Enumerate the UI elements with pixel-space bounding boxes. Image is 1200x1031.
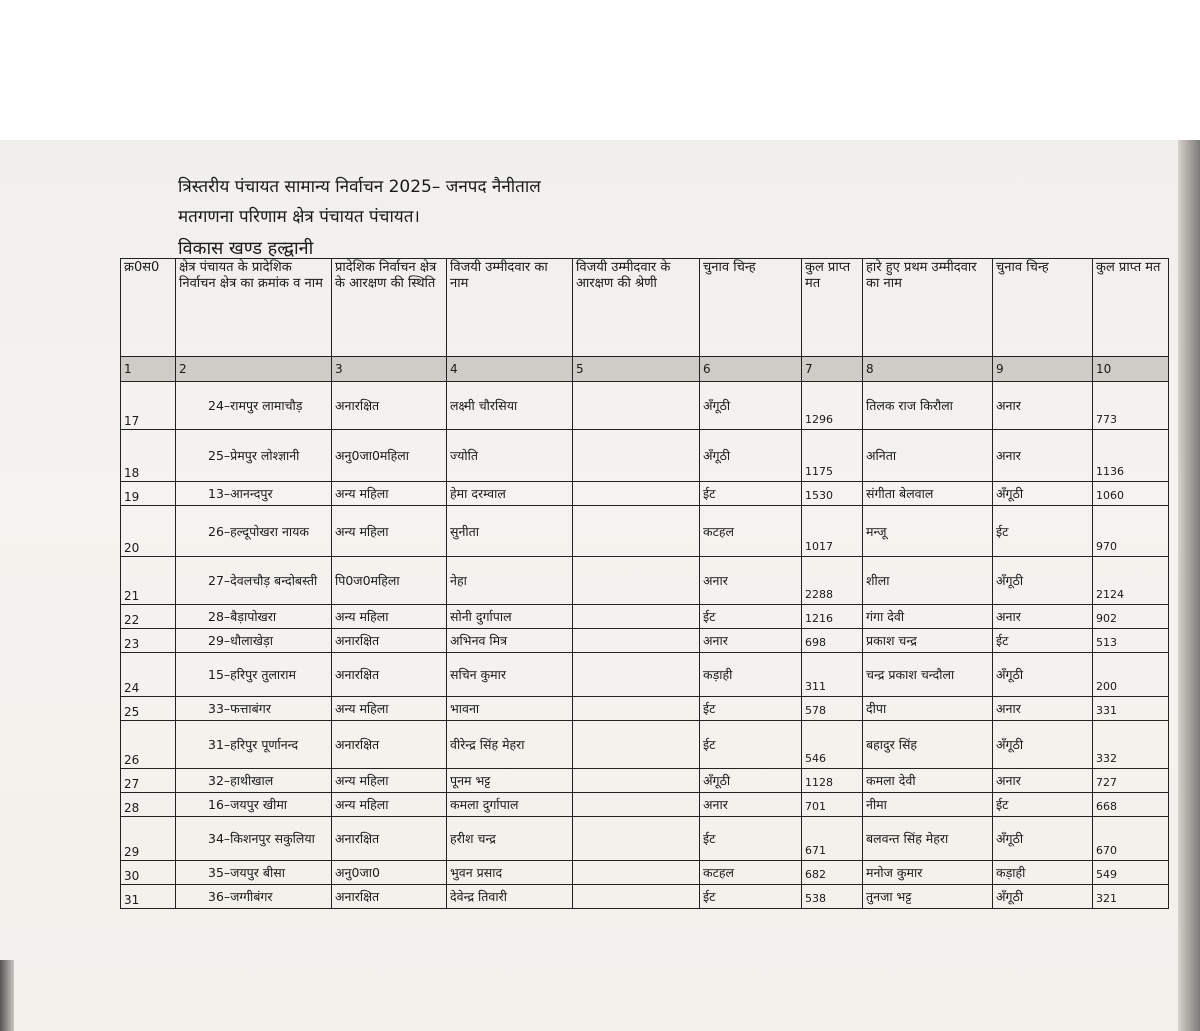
runner-up-cell: तिलक राज किरौला [863,382,993,430]
category-cell [573,793,700,817]
runner-up-symbol-cell: अनार [993,769,1093,793]
runner-up-symbol-cell: अँगूठी [993,817,1093,861]
symbol-cell: ईट [700,697,802,721]
runner-up-cell: कमला देवी [863,769,993,793]
results-table [120,258,1169,909]
symbol-cell: अनार [700,629,802,653]
winner-cell: सुनीता [447,506,573,557]
header-cell: हारे हुए प्रथम उम्मीदवार का नाम [863,259,993,357]
area-cell: 26–हल्दूपोखरा नायक [176,506,332,557]
runner-up-votes-cell: 200 [1093,653,1169,697]
header-cell: चुनाव चिन्ह [993,259,1093,357]
votes-cell: 1216 [802,605,863,629]
reservation-cell: अनारक्षित [332,629,447,653]
area-cell: 33–फत्ताबंगर [176,697,332,721]
runner-up-votes-cell: 321 [1093,885,1169,909]
table-row [121,653,1169,697]
reservation-cell: अनारक्षित [332,817,447,861]
runner-up-cell: मन्जू [863,506,993,557]
symbol-cell: अँगूठी [700,769,802,793]
runner-up-symbol-cell: अनार [993,697,1093,721]
category-cell [573,557,700,605]
runner-up-symbol-cell: अँगूठी [993,653,1093,697]
votes-cell: 701 [802,793,863,817]
reservation-cell: अन्य महिला [332,697,447,721]
table-row [121,793,1169,817]
winner-cell: हेमा दरम्वाल [447,482,573,506]
category-cell [573,817,700,861]
runner-up-votes-cell: 902 [1093,605,1169,629]
runner-up-cell: बलवन्त सिंह मेहरा [863,817,993,861]
runner-up-votes-cell: 970 [1093,506,1169,557]
header-cell: प्रादेशिक निर्वाचन क्षेत्र के आरक्षण की स्थिति [332,259,447,357]
reservation-cell: अन्य महिला [332,506,447,557]
serial-cell: 25 [121,697,176,721]
reservation-cell: अन्य महिला [332,482,447,506]
area-cell: 25–प्रेमपुर लोश्ज्ञानी [176,430,332,482]
votes-cell: 1175 [802,430,863,482]
symbol-cell: अँगूठी [700,430,802,482]
serial-cell: 29 [121,817,176,861]
area-cell: 34–किशनपुर सकुलिया [176,817,332,861]
area-cell: 31–हरिपुर पूर्णानन्द [176,721,332,769]
symbol-cell: अनार [700,557,802,605]
index-cell: 5 [573,357,700,382]
runner-up-votes-cell: 1060 [1093,482,1169,506]
area-cell: 13–आनन्दपुर [176,482,332,506]
runner-up-votes-cell: 727 [1093,769,1169,793]
reservation-cell: अनारक्षित [332,885,447,909]
winner-cell: सचिन कुमार [447,653,573,697]
index-cell: 4 [447,357,573,382]
runner-up-cell: अनिता [863,430,993,482]
runner-up-symbol-cell: ईट [993,629,1093,653]
symbol-cell: अँगूठी [700,382,802,430]
header-cell: क्षेत्र पंचायत के प्रादेशिक निर्वाचन क्षेत्र का क्रमांक व नाम [176,259,332,357]
votes-cell: 578 [802,697,863,721]
runner-up-symbol-cell: अनार [993,382,1093,430]
area-cell: 35–जयपुर बीसा [176,861,332,885]
runner-up-cell: संगीता बेलवाल [863,482,993,506]
category-cell [573,629,700,653]
table-row [121,557,1169,605]
table-row [121,482,1169,506]
runner-up-cell: शीला [863,557,993,605]
category-cell [573,482,700,506]
runner-up-symbol-cell: अनार [993,605,1093,629]
category-cell [573,382,700,430]
table-row [121,605,1169,629]
category-cell [573,605,700,629]
votes-cell: 698 [802,629,863,653]
header-cell: विजयी उम्मीदवार के आरक्षण की श्रेणी [573,259,700,357]
runner-up-symbol-cell: अँगूठी [993,721,1093,769]
votes-cell: 682 [802,861,863,885]
winner-cell: हरीश चन्द्र [447,817,573,861]
runner-up-cell: प्रकाश चन्द्र [863,629,993,653]
serial-cell: 27 [121,769,176,793]
votes-cell: 2288 [802,557,863,605]
runner-up-symbol-cell: अनार [993,430,1093,482]
runner-up-cell: नीमा [863,793,993,817]
symbol-cell: अनार [700,793,802,817]
table-row [121,697,1169,721]
area-cell: 27–देवलचौड़ बन्दोबस्ती [176,557,332,605]
category-cell [573,653,700,697]
runner-up-symbol-cell: अँगूठी [993,557,1093,605]
header-cell: क्र0स0 [121,259,176,357]
area-cell: 16–जयपुर खीमा [176,793,332,817]
heading-line-2: मतगणना परिणाम क्षेत्र पंचायत पंचायत। [178,207,420,227]
table-row [121,629,1169,653]
reservation-cell: पि0ज0महिला [332,557,447,605]
category-cell [573,430,700,482]
header-cell: चुनाव चिन्ह [700,259,802,357]
votes-cell: 1296 [802,382,863,430]
winner-cell: लक्ष्मी चौरसिया [447,382,573,430]
votes-cell: 1530 [802,482,863,506]
winner-cell: सोनी दुर्गापाल [447,605,573,629]
heading-line-1: त्रिस्तरीय पंचायत सामान्य निर्वाचन 2025– जनपद नैनीताल [178,177,541,197]
serial-cell: 17 [121,382,176,430]
runner-up-cell: तुनजा भट्ट [863,885,993,909]
serial-cell: 31 [121,885,176,909]
category-cell [573,721,700,769]
runner-up-symbol-cell: ईट [993,793,1093,817]
serial-cell: 18 [121,430,176,482]
runner-up-votes-cell: 331 [1093,697,1169,721]
runner-up-symbol-cell: अँगूठी [993,482,1093,506]
winner-cell: भावना [447,697,573,721]
runner-up-votes-cell: 549 [1093,861,1169,885]
reservation-cell: अन्य महिला [332,769,447,793]
category-cell [573,861,700,885]
header-cell: कुल प्राप्त मत [802,259,863,357]
runner-up-symbol-cell: ईट [993,506,1093,557]
runner-up-cell: दीपा [863,697,993,721]
runner-up-cell: चन्द्र प्रकाश चन्दौला [863,653,993,697]
table-row [121,885,1169,909]
serial-cell: 24 [121,653,176,697]
winner-cell: कमला दुर्गापाल [447,793,573,817]
votes-cell: 1128 [802,769,863,793]
runner-up-votes-cell: 2124 [1093,557,1169,605]
winner-cell: अभिनव मित्र [447,629,573,653]
symbol-cell: कड़ाही [700,653,802,697]
index-cell: 9 [993,357,1093,382]
runner-up-symbol-cell: अँगूठी [993,885,1093,909]
winner-cell: भुवन प्रसाद [447,861,573,885]
winner-cell: देवेन्द्र तिवारी [447,885,573,909]
serial-cell: 30 [121,861,176,885]
reservation-cell: अनु0जा0महिला [332,430,447,482]
serial-cell: 28 [121,793,176,817]
heading-line-3: विकास खण्ड हल्द्वानी [178,238,314,259]
serial-cell: 26 [121,721,176,769]
reservation-cell: अनारक्षित [332,721,447,769]
runner-up-cell: गंगा देवी [863,605,993,629]
area-cell: 15–हरिपुर तुलाराम [176,653,332,697]
winner-cell: वीरेन्द्र सिंह मेहरा [447,721,573,769]
index-cell: 3 [332,357,447,382]
table-row [121,382,1169,430]
runner-up-symbol-cell: कड़ाही [993,861,1093,885]
votes-cell: 311 [802,653,863,697]
page-edge-shadow [1178,140,1200,1031]
header-cell: कुल प्राप्त मत [1093,259,1169,357]
category-cell [573,885,700,909]
index-cell: 2 [176,357,332,382]
table-row [121,506,1169,557]
votes-cell: 671 [802,817,863,861]
runner-up-cell: मनोज कुमार [863,861,993,885]
category-cell [573,697,700,721]
serial-cell: 23 [121,629,176,653]
table-row [121,430,1169,482]
votes-cell: 1017 [802,506,863,557]
header-cell: विजयी उम्मीदवार का नाम [447,259,573,357]
runner-up-votes-cell: 668 [1093,793,1169,817]
votes-cell: 546 [802,721,863,769]
winner-cell: पूनम भट्ट [447,769,573,793]
reservation-cell: अनारक्षित [332,382,447,430]
runner-up-votes-cell: 773 [1093,382,1169,430]
runner-up-votes-cell: 332 [1093,721,1169,769]
symbol-cell: ईट [700,721,802,769]
index-cell: 1 [121,357,176,382]
index-cell: 8 [863,357,993,382]
serial-cell: 19 [121,482,176,506]
table-body [121,382,1169,909]
symbol-cell: कटहल [700,506,802,557]
area-cell: 24–रामपुर लामाचौड़ [176,382,332,430]
runner-up-votes-cell: 513 [1093,629,1169,653]
index-cell: 10 [1093,357,1169,382]
serial-cell: 20 [121,506,176,557]
reservation-cell: अनारक्षित [332,653,447,697]
page-edge-shadow-left [0,960,14,1031]
header-row [121,259,1169,357]
reservation-cell: अनु0जा0 [332,861,447,885]
reservation-cell: अन्य महिला [332,793,447,817]
winner-cell: नेहा [447,557,573,605]
area-cell: 36–जग्गीबंगर [176,885,332,909]
serial-cell: 22 [121,605,176,629]
category-cell [573,506,700,557]
index-cell: 6 [700,357,802,382]
category-cell [573,769,700,793]
index-cell: 7 [802,357,863,382]
reservation-cell: अन्य महिला [332,605,447,629]
table-row [121,721,1169,769]
symbol-cell: ईट [700,817,802,861]
column-index-row [121,357,1169,382]
votes-cell: 538 [802,885,863,909]
table-row [121,769,1169,793]
area-cell: 29–धौलाखेड़ा [176,629,332,653]
symbol-cell: ईट [700,482,802,506]
symbol-cell: ईट [700,885,802,909]
runner-up-votes-cell: 670 [1093,817,1169,861]
runner-up-cell: बहादुर सिंह [863,721,993,769]
runner-up-votes-cell: 1136 [1093,430,1169,482]
area-cell: 32–हाथीखाल [176,769,332,793]
serial-cell: 21 [121,557,176,605]
area-cell: 28–बैड़ापोखरा [176,605,332,629]
winner-cell: ज्योति [447,430,573,482]
table-row [121,861,1169,885]
symbol-cell: कटहल [700,861,802,885]
symbol-cell: ईट [700,605,802,629]
table-row [121,817,1169,861]
